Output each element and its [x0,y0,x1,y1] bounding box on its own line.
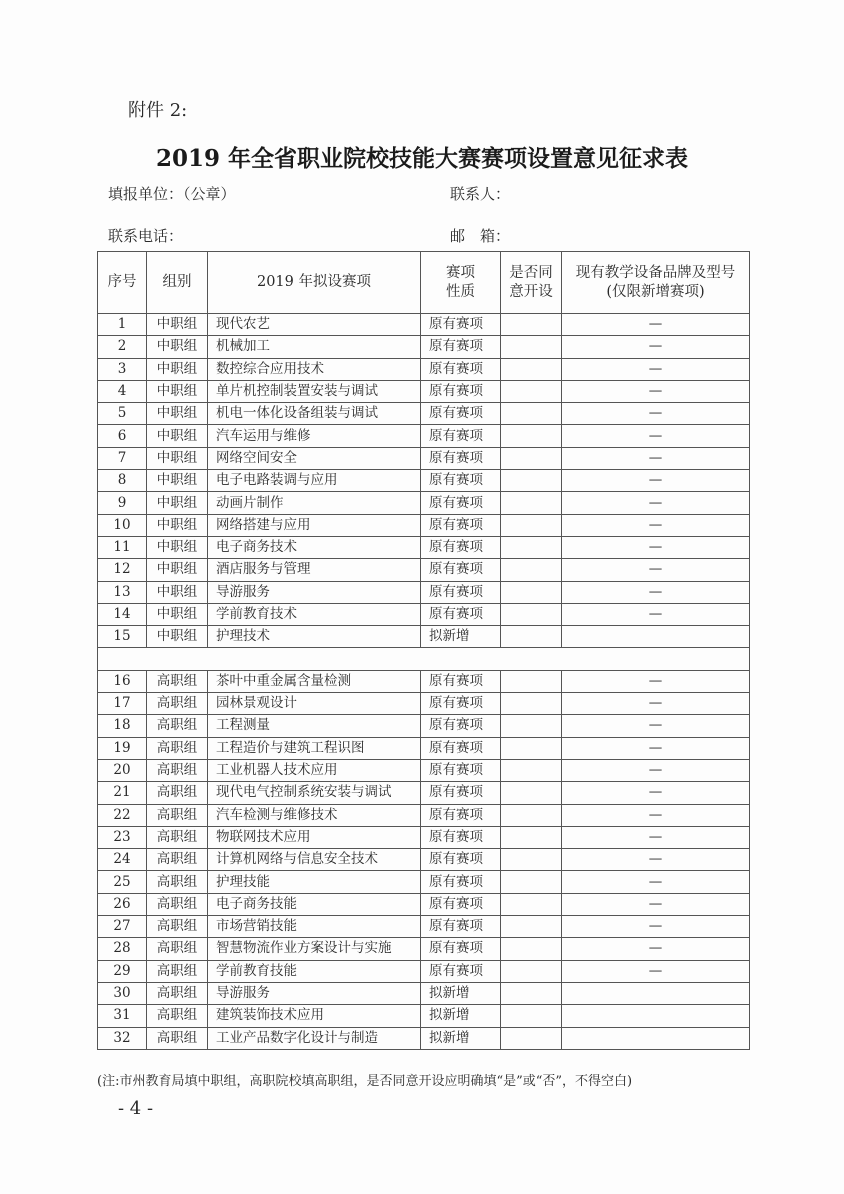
cell-agree[interactable] [501,737,562,759]
cell-item: 机电一体化设备组装与调试 [208,403,421,425]
cell-equipment[interactable] [562,982,750,1004]
table-row [98,425,750,447]
cell-agree[interactable] [501,536,562,558]
cell-agree[interactable] [501,603,562,625]
cell-group: 中职组 [147,314,208,336]
cell-type: 拟新增 [421,1027,501,1049]
table-row [98,358,750,380]
footnote: (注:市州教育局填中职组，高职院校填高职组，是否同意开设应明确填“是”或“否”，不得空白) [97,1074,633,1089]
cell-type: 原有赛项 [421,715,501,737]
cell-agree[interactable] [501,871,562,893]
cell-agree[interactable] [501,938,562,960]
cell-item: 物联网技术应用 [208,826,421,848]
cell-agree[interactable] [501,581,562,603]
cell-type: 原有赛项 [421,581,501,603]
table-row [98,826,750,848]
cell-equipment[interactable]: — [562,782,750,804]
cell-item: 市场营销技能 [208,916,421,938]
cell-group: 中职组 [147,380,208,402]
unit-label: 填报单位：（公章） [108,185,236,203]
cell-agree[interactable] [501,380,562,402]
cell-no: 31 [98,1005,147,1027]
cell-item: 学前教育技能 [208,960,421,982]
cell-item: 酒店服务与管理 [208,559,421,581]
cell-no: 1 [98,314,147,336]
higher-vocational-rows [98,670,750,1049]
cell-type: 原有赛项 [421,358,501,380]
cell-equipment[interactable]: — [562,737,750,759]
cell-group: 高职组 [147,670,208,692]
cell-agree[interactable] [501,804,562,826]
cell-item: 护理技术 [208,626,421,648]
cell-type: 原有赛项 [421,380,501,402]
table-row [98,336,750,358]
cell-type: 原有赛项 [421,960,501,982]
contact-label: 联系人： [450,185,511,203]
cell-item: 茶叶中重金属含量检测 [208,670,421,692]
cell-agree[interactable] [501,893,562,915]
table-row [98,403,750,425]
table-row [98,581,750,603]
cell-type: 原有赛项 [421,536,501,558]
cell-agree[interactable] [501,982,562,1004]
cell-no: 4 [98,380,147,402]
table-row [98,849,750,871]
cell-no: 17 [98,693,147,715]
table-row [98,938,750,960]
cell-type: 原有赛项 [421,403,501,425]
header-item: 2019 年拟设赛项 [208,252,421,314]
cell-type: 原有赛项 [421,447,501,469]
header-agree: 是否同 意开设 [501,252,562,314]
cell-agree[interactable] [501,447,562,469]
table-row [98,782,750,804]
cell-agree[interactable] [501,514,562,536]
table-row [98,759,750,781]
cell-type: 原有赛项 [421,893,501,915]
cell-equipment[interactable]: — [562,581,750,603]
cell-group: 中职组 [147,447,208,469]
header-no: 序号 [98,252,147,314]
cell-equipment[interactable]: — [562,893,750,915]
cell-no: 22 [98,804,147,826]
cell-no: 12 [98,559,147,581]
cell-agree[interactable] [501,1027,562,1049]
cell-item: 单片机控制装置安装与调试 [208,380,421,402]
cell-equipment[interactable]: — [562,425,750,447]
cell-group: 高职组 [147,693,208,715]
cell-group: 中职组 [147,403,208,425]
page-number: - 4 - [118,1098,154,1119]
cell-item: 动画片制作 [208,492,421,514]
cell-group: 中职组 [147,559,208,581]
cell-item: 工程测量 [208,715,421,737]
cell-equipment[interactable]: — [562,380,750,402]
cell-equipment[interactable]: — [562,804,750,826]
cell-agree[interactable] [501,759,562,781]
cell-no: 3 [98,358,147,380]
cell-group: 高职组 [147,782,208,804]
cell-item: 园林景观设计 [208,693,421,715]
cell-type: 原有赛项 [421,336,501,358]
cell-agree[interactable] [501,715,562,737]
cell-type: 原有赛项 [421,603,501,625]
middle-vocational-rows [98,314,750,648]
cell-no: 10 [98,514,147,536]
cell-no: 30 [98,982,147,1004]
cell-type: 原有赛项 [421,759,501,781]
cell-no: 29 [98,960,147,982]
cell-agree[interactable] [501,916,562,938]
cell-item: 数控综合应用技术 [208,358,421,380]
cell-item: 工程造价与建筑工程识图 [208,737,421,759]
cell-no: 16 [98,670,147,692]
cell-group: 中职组 [147,626,208,648]
cell-type: 原有赛项 [421,492,501,514]
table-row [98,559,750,581]
header-group: 组别 [147,252,208,314]
cell-item: 汽车检测与维修技术 [208,804,421,826]
cell-group: 高职组 [147,737,208,759]
cell-equipment[interactable]: — [562,938,750,960]
table-row [98,314,750,336]
cell-agree[interactable] [501,782,562,804]
table-row [98,916,750,938]
cell-group: 高职组 [147,715,208,737]
cell-no: 28 [98,938,147,960]
table-row [98,670,750,692]
cell-type: 原有赛项 [421,849,501,871]
cell-group: 高职组 [147,871,208,893]
cell-group: 中职组 [147,492,208,514]
cell-no: 7 [98,447,147,469]
cell-equipment[interactable]: — [562,336,750,358]
cell-item: 机械加工 [208,336,421,358]
cell-agree[interactable] [501,693,562,715]
table-row [98,871,750,893]
cell-equipment[interactable]: — [562,403,750,425]
cell-agree[interactable] [501,1005,562,1027]
cell-group: 中职组 [147,336,208,358]
cell-item: 现代农艺 [208,314,421,336]
cell-equipment[interactable]: — [562,960,750,982]
cell-equipment[interactable]: — [562,470,750,492]
table-row [98,603,750,625]
table-row [98,536,750,558]
cell-agree[interactable] [501,425,562,447]
cell-no: 2 [98,336,147,358]
cell-item: 网络搭建与应用 [208,514,421,536]
section-separator-row [98,648,750,670]
cell-no: 25 [98,871,147,893]
cell-type: 原有赛项 [421,314,501,336]
cell-agree[interactable] [501,960,562,982]
cell-item: 智慧物流作业方案设计与实施 [208,938,421,960]
cell-equipment[interactable]: — [562,826,750,848]
cell-group: 高职组 [147,849,208,871]
cell-item: 护理技能 [208,871,421,893]
cell-item: 工业产品数字化设计与制造 [208,1027,421,1049]
cell-group: 高职组 [147,960,208,982]
cell-agree[interactable] [501,492,562,514]
cell-agree[interactable] [501,826,562,848]
cell-agree[interactable] [501,670,562,692]
cell-type: 原有赛项 [421,782,501,804]
cell-agree[interactable] [501,849,562,871]
cell-no: 21 [98,782,147,804]
table-row [98,1027,750,1049]
table-row [98,380,750,402]
cell-no: 5 [98,403,147,425]
cell-agree[interactable] [501,470,562,492]
cell-item: 电子电路装调与应用 [208,470,421,492]
cell-group: 中职组 [147,603,208,625]
cell-group: 高职组 [147,804,208,826]
cell-group: 中职组 [147,536,208,558]
cell-no: 27 [98,916,147,938]
cell-type: 原有赛项 [421,425,501,447]
header-type: 赛项 性质 [421,252,501,314]
cell-group: 中职组 [147,514,208,536]
cell-equipment[interactable] [562,626,750,648]
cell-type: 原有赛项 [421,670,501,692]
table-row [98,626,750,648]
table-row [98,960,750,982]
table-row [98,470,750,492]
cell-no: 24 [98,849,147,871]
cell-equipment[interactable]: — [562,447,750,469]
cell-type: 原有赛项 [421,470,501,492]
cell-equipment[interactable]: — [562,358,750,380]
cell-equipment[interactable]: — [562,314,750,336]
cell-item: 计算机网络与信息安全技术 [208,849,421,871]
cell-item: 电子商务技能 [208,893,421,915]
cell-item: 现代电气控制系统安装与调试 [208,782,421,804]
cell-type: 原有赛项 [421,938,501,960]
cell-equipment[interactable]: — [562,693,750,715]
cell-equipment[interactable]: — [562,603,750,625]
cell-no: 15 [98,626,147,648]
cell-type: 拟新增 [421,982,501,1004]
cell-equipment[interactable]: — [562,514,750,536]
cell-no: 18 [98,715,147,737]
cell-group: 高职组 [147,982,208,1004]
cell-equipment[interactable] [562,1005,750,1027]
cell-agree[interactable] [501,403,562,425]
cell-item: 导游服务 [208,581,421,603]
document-title: 2019 年全省职业院校技能大赛赛项设置意见征求表 [155,145,689,172]
cell-agree[interactable] [501,358,562,380]
cell-group: 中职组 [147,470,208,492]
cell-no: 14 [98,603,147,625]
cell-equipment[interactable] [562,1027,750,1049]
cell-equipment[interactable]: — [562,849,750,871]
cell-agree[interactable] [501,559,562,581]
cell-no: 11 [98,536,147,558]
table-row [98,693,750,715]
competition-table [97,251,750,1050]
cell-no: 26 [98,893,147,915]
cell-group: 高职组 [147,826,208,848]
attachment-label: 附件 2: [128,100,188,121]
table-row [98,492,750,514]
cell-group: 高职组 [147,1005,208,1027]
cell-group: 高职组 [147,893,208,915]
cell-item: 汽车运用与维修 [208,425,421,447]
table-header-row [98,252,750,314]
cell-equipment[interactable]: — [562,536,750,558]
cell-agree[interactable] [501,336,562,358]
cell-no: 19 [98,737,147,759]
cell-no: 8 [98,470,147,492]
cell-equipment[interactable]: — [562,559,750,581]
cell-agree[interactable] [501,626,562,648]
cell-item: 网络空间安全 [208,447,421,469]
table-row [98,893,750,915]
table-row [98,804,750,826]
cell-equipment[interactable]: — [562,492,750,514]
cell-agree[interactable] [501,314,562,336]
cell-no: 6 [98,425,147,447]
cell-item: 建筑装饰技术应用 [208,1005,421,1027]
cell-equipment[interactable]: — [562,715,750,737]
cell-type: 拟新增 [421,1005,501,1027]
cell-group: 中职组 [147,358,208,380]
table-row [98,447,750,469]
cell-type: 原有赛项 [421,826,501,848]
cell-no: 13 [98,581,147,603]
cell-item: 导游服务 [208,982,421,1004]
cell-type: 原有赛项 [421,514,501,536]
cell-equipment[interactable]: — [562,759,750,781]
cell-no: 32 [98,1027,147,1049]
cell-group: 高职组 [147,916,208,938]
cell-item: 学前教育技术 [208,603,421,625]
cell-type: 原有赛项 [421,916,501,938]
table-row [98,1005,750,1027]
cell-item: 工业机器人技术应用 [208,759,421,781]
cell-equipment[interactable]: — [562,670,750,692]
phone-label: 联系电话： [108,227,184,245]
cell-type: 原有赛项 [421,559,501,581]
cell-type: 原有赛项 [421,804,501,826]
cell-group: 中职组 [147,581,208,603]
cell-group: 高职组 [147,938,208,960]
cell-group: 高职组 [147,759,208,781]
cell-no: 20 [98,759,147,781]
cell-group: 中职组 [147,425,208,447]
cell-group: 高职组 [147,1027,208,1049]
separator-cell [98,648,750,670]
cell-no: 9 [98,492,147,514]
table-row [98,715,750,737]
cell-type: 拟新增 [421,626,501,648]
header-equipment: 现有教学设备品牌及型号 (仅限新增赛项) [562,252,750,314]
cell-type: 原有赛项 [421,693,501,715]
table-row [98,737,750,759]
email-label: 邮 箱： [450,227,511,245]
cell-type: 原有赛项 [421,871,501,893]
table-row [98,514,750,536]
cell-no: 23 [98,826,147,848]
cell-equipment[interactable]: — [562,916,750,938]
cell-equipment[interactable]: — [562,871,750,893]
table-row [98,982,750,1004]
cell-type: 原有赛项 [421,737,501,759]
cell-item: 电子商务技术 [208,536,421,558]
